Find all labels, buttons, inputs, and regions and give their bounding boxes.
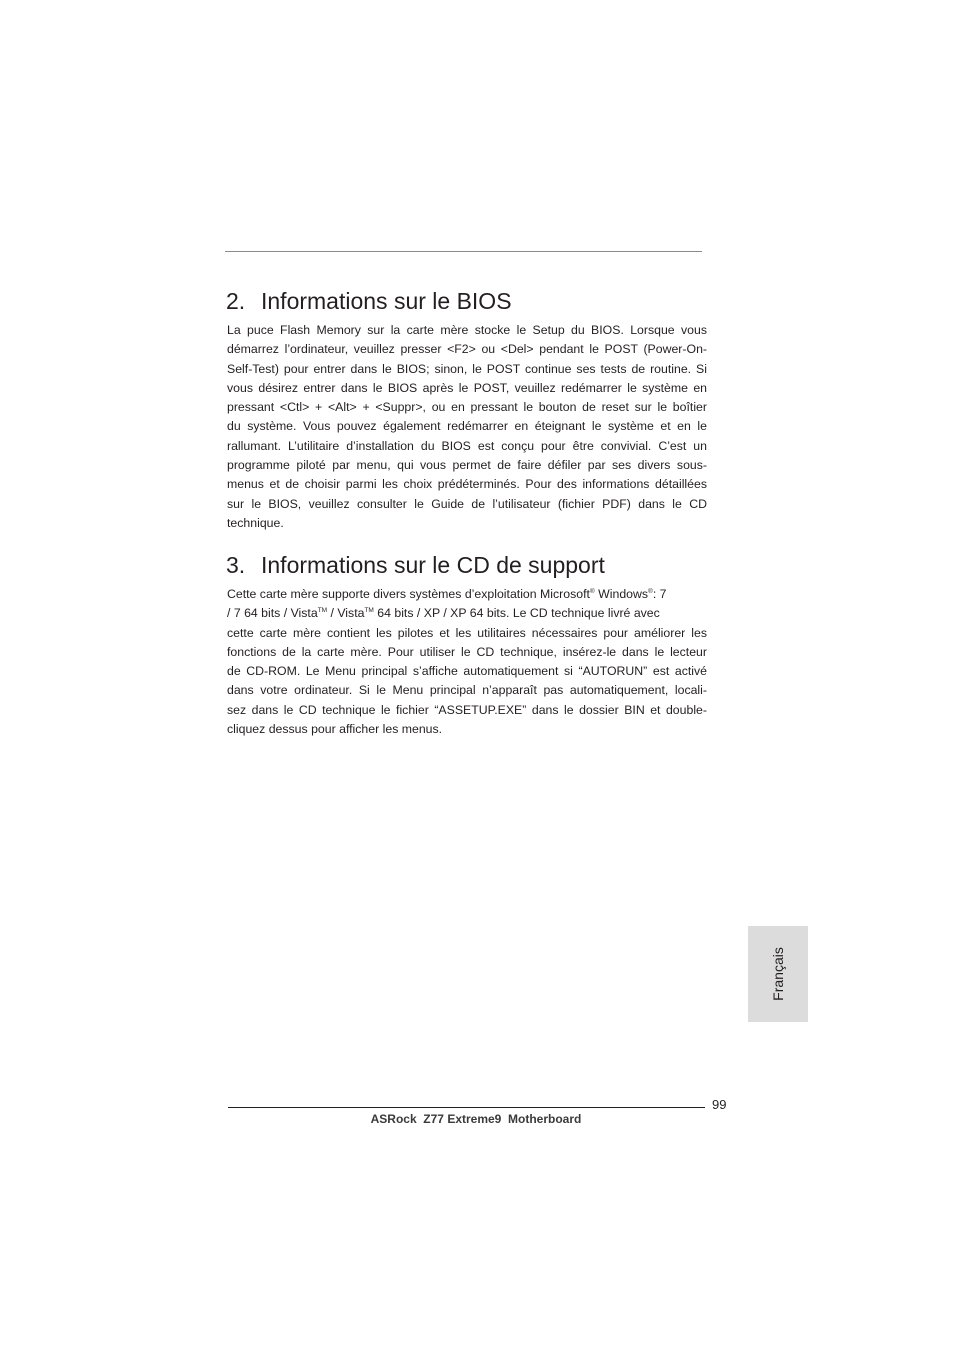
registered-mark: ® (648, 588, 653, 595)
paragraph-line: sur le BIOS, veuillez consulter le Guide de l’utilisateur (fichier PDF) dans le CD (227, 496, 707, 511)
paragraph-line: vous désirez entrer dans le BIOS après le POST, veuillez redémarrer le système en (227, 380, 707, 395)
paragraph-line: cette carte mère contient les pilotes et les utilitaires nécessaires pour améliorer les (227, 625, 707, 640)
paragraph-line: menus et de choisir parmi les choix prédéterminés. Pour des informations détaillées (227, 477, 707, 492)
paragraph-line: de CD-ROM. Le Menu principal s’affiche automatiquement si “AUTORUN” est activé (227, 664, 707, 679)
text-run: / 7 64 bits / Vista (227, 606, 318, 621)
text-run: : 7 (652, 587, 667, 601)
section-heading-cd (226, 551, 605, 579)
text-run: Windows (594, 587, 649, 601)
paragraph-line (227, 604, 707, 623)
footer-title: ASRock Z77 Extreme9 Motherboard (370, 1112, 582, 1126)
paragraph-line: rallumant. L’utilitaire d’installation du BIOS est conçu pour être convivial. C’est un (227, 438, 707, 453)
paragraph-line: La puce Flash Memory sur la carte mère stocke le Setup du BIOS. Lorsque vous (227, 323, 707, 337)
section-number: 2. (226, 288, 246, 314)
section-heading-bios (226, 287, 512, 315)
paragraph-line: Self-Test) pour entrer dans le BIOS; sinon, le POST continue ses tests de routine. Si (227, 361, 707, 376)
paragraph-line: dans votre ordinateur. Si le Menu principal n’apparaît pas automatiquement, locali- (227, 683, 707, 698)
bios-paragraph (227, 321, 707, 533)
paragraph-line: du système. Vous pouvez également redémarrer en éteignant le système et en le (227, 419, 707, 434)
trademark-mark: TM (317, 607, 328, 615)
paragraph-line: démarrez l’ordinateur, veuillez presser <F2> ou <Del> pendant le POST (Power-On- (227, 342, 707, 357)
registered-mark: ® (589, 588, 595, 595)
cd-paragraph (227, 585, 707, 739)
language-tab (748, 926, 808, 1022)
paragraph-line: fonctions de la carte mère. Pour utiliser le CD technique, insérez-le dans le lecteur (227, 644, 707, 659)
section-title: Informations sur le BIOS (261, 288, 512, 314)
paragraph-line (227, 585, 707, 604)
section-title: Informations sur le CD de support (261, 552, 605, 578)
paragraph-line: sez dans le CD technique le fichier “ASSETUP.EXE” dans le dossier BIN et double- (227, 702, 707, 717)
page-number: 99 (712, 1097, 727, 1112)
paragraph-line: programme piloté par menu, qui vous permet de faire défiler par ses divers sous- (227, 458, 707, 473)
section-number: 3. (226, 552, 246, 578)
footer-divider (228, 1107, 705, 1108)
paragraph-line: technique. (227, 515, 284, 530)
language-tab-label: Français (770, 947, 786, 1001)
trademark-mark: TM (364, 607, 374, 615)
text-run: / Vista (327, 606, 365, 621)
paragraph-line: cliquez dessus pour afficher les menus. (227, 722, 443, 737)
text-run: Cette carte mère supporte divers systèmes d’exploitation Microsoft (227, 587, 590, 601)
paragraph-line: pressant <Ctl> + <Alt> + <Suppr>, ou en pressant le bouton de reset sur le boîtier (227, 400, 707, 415)
header-divider (225, 251, 702, 252)
text-run: 64 bits / XP / XP 64 bits. Le CD technique livré avec (373, 606, 660, 621)
